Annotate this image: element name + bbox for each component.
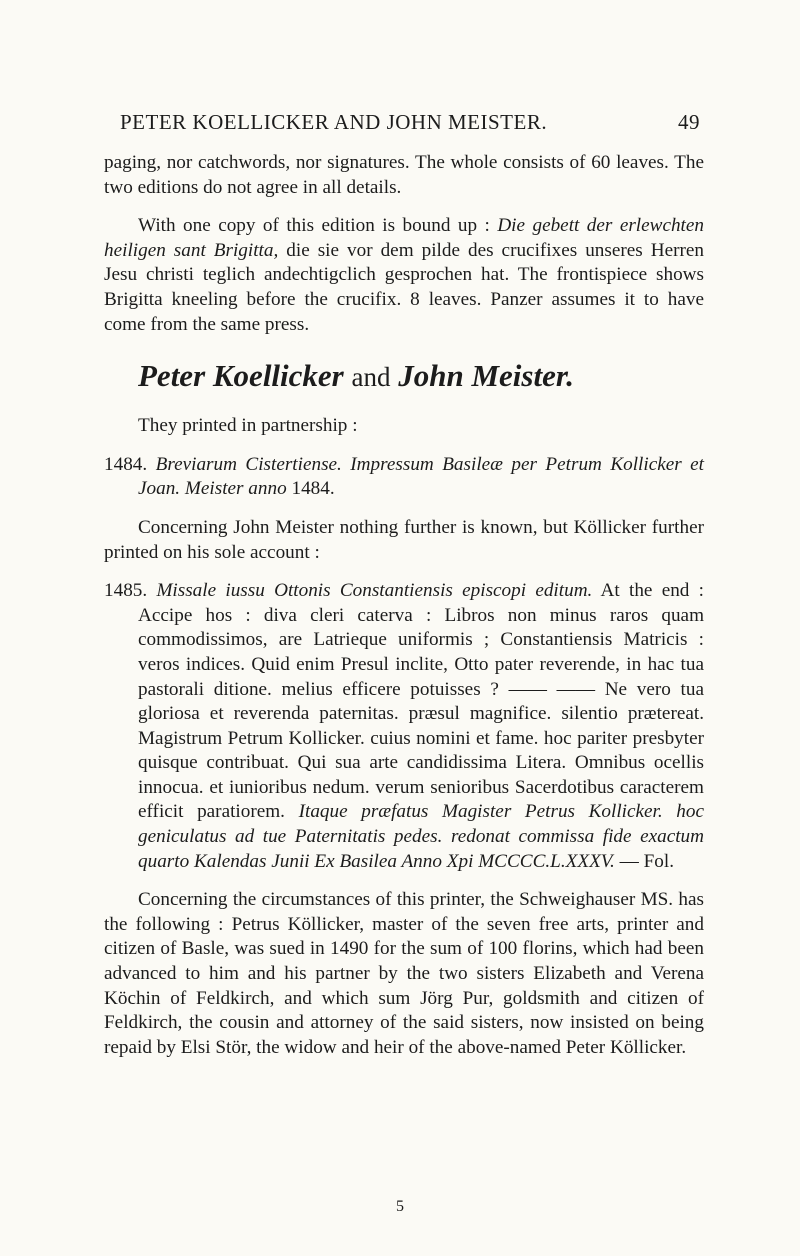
paragraph-1: paging, nor catchwords, nor signatures. The whole consists of 60 leaves. The two editions do not agree in all details. <box>104 152 704 198</box>
entry-1485 <box>104 579 704 874</box>
entry-1485-title: Missale iussu Ottonis Constantiensis episcopi editum. <box>156 580 593 602</box>
heading-and: and <box>351 362 391 393</box>
paragraph-5: Concerning the circumstances of this printer, the Schweighauser MS. has the following : Petrus Köllicker, master of the seven free arts, printer and citizen of Basle, was sued in 1490 for the sum of 100 florins, which had been advanced to him and his partner by the two sisters Elizabeth and Verena Köchin of Feldkirch, and which sum Jörg Pur, goldsmith and citizen of Feldkirch, the cousin and attorney of the said sisters, now insisted on being repaid by Elsi Stör, the widow and heir of the above-named Peter Köllicker. <box>104 889 704 1058</box>
entry-1485-year: 1485. <box>104 580 148 602</box>
running-title: PETER KOELLICKER AND JOHN MEISTER. <box>120 110 548 134</box>
paragraph-3: They printed in partnership : <box>138 415 358 437</box>
heading-name-1: Peter Koellicker <box>138 358 344 394</box>
page-body <box>104 151 704 1060</box>
heading-name-2: John Meister. <box>398 358 574 394</box>
signature-mark: 5 <box>396 1198 404 1215</box>
page-number: 49 <box>678 110 700 134</box>
entry-1484-text: Breviarum Cistertiense. Impressum Basileæ per Petrum Kollicker et Joan. Meister anno <box>138 453 705 500</box>
entry-1485-italic-end: Itaque præfatus Magister Petrus Kollicker. hoc geniculatus ad tue Paternitatis pedes. redonat commissa fide exactum quarto Kalendas Junii Ex Basilea Anno Xpi MCCCC.L.XXXV. <box>138 801 704 872</box>
paragraph-2-lead: With one copy of this edition is bound up : <box>138 215 498 237</box>
brigitta-title: Die gebett der erlewchten heiligen sant Brigitta, <box>104 215 705 261</box>
entry-1485-text: At the end : Accipe hos : diva cleri caterva : Libros non minus raros quam commodissimos, are Latrieque uniformis ; Constantiensis Matricis : veros indices. Quid enim Presul inclite, Otto pater reverende, in hac tua pastorali ditione. melius efficere potuisses ? —— —— Ne vero tua gloriosa et reverenda paternitas. præsul magnifice. silentio prætereat. Magistrum Petrum Kollicker. cuius nomini et fame. hoc pariter presbyter quisque contribuat. Qui sua arte candidissima Litera. Omnibus ocellis innocua. et iunioribus nedum. verum senioribus Sacerdotibus caracterem efficit paratiorem. <box>138 580 704 823</box>
entry-1484-year-end: 1484. <box>291 478 335 500</box>
paragraph-2 <box>104 214 704 337</box>
entry-1484 <box>104 453 704 502</box>
section-heading <box>104 359 704 394</box>
paragraph-4: Concerning John Meister nothing further is known, but Köllicker further printed on his sole account : <box>104 516 704 563</box>
entry-1485-fol: — Fol. <box>619 850 675 872</box>
entry-1484-year: 1484. <box>104 453 148 475</box>
paragraph-2-rest: die sie vor dem pilde des crucifixes unseres Herren Jesu christi teglich andechtigclich gesprochen hat. The frontispiece shows Brigitta kneeling before the crucifix. 8 leaves. Panzer assumes it to have come from the same press. <box>104 239 704 335</box>
